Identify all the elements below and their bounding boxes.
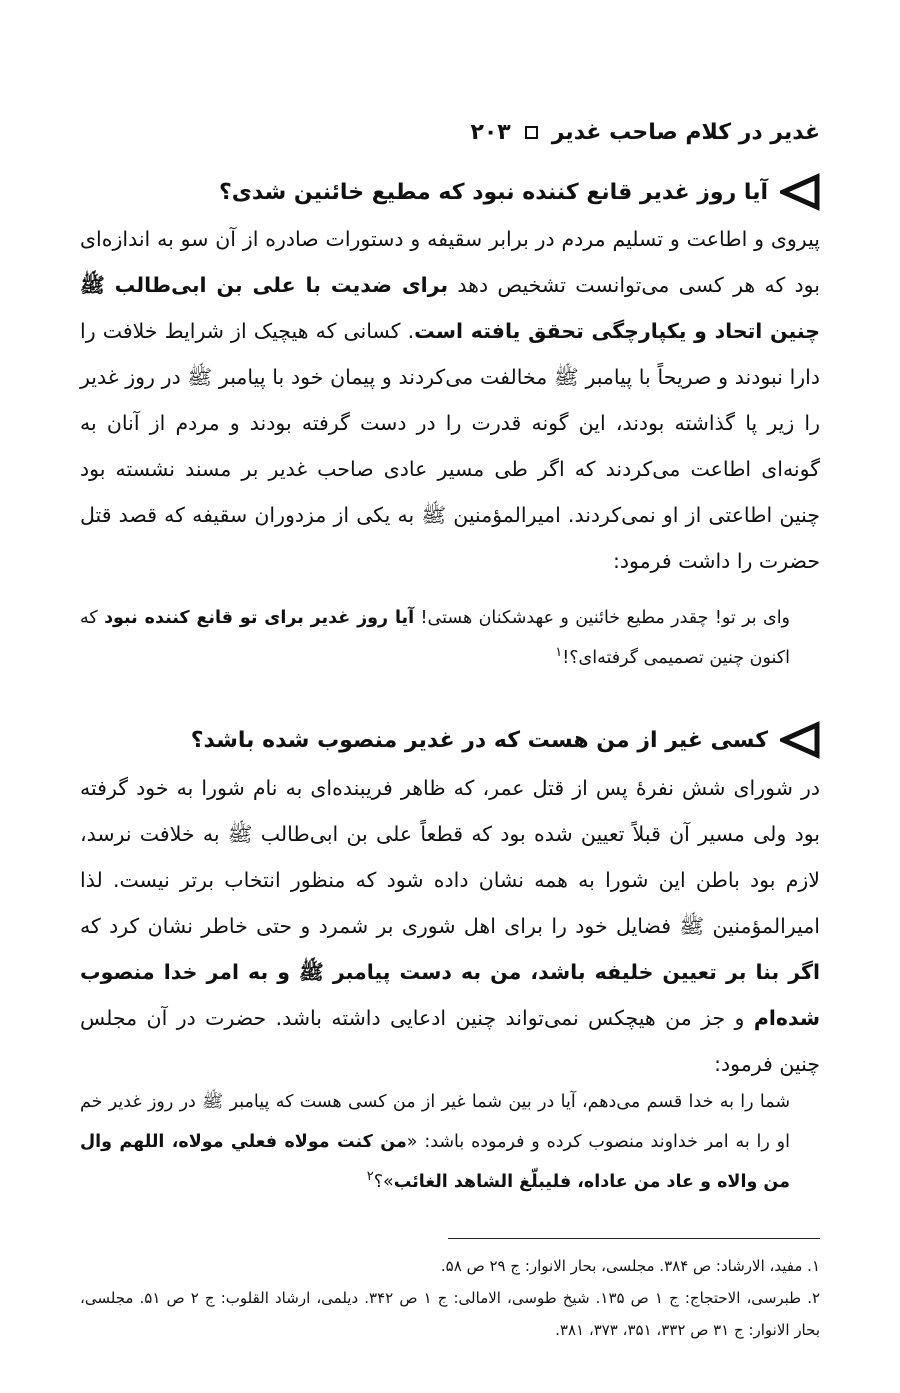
- section-1-quote: وای بر تو! چقدر مطیع خائنین و عهدشکنان هستی! آیا روز غدیر برای تو قانع کننده نبود که اکنون چنین تصمیمی گرفته‌ای؟!$^۱$: [80, 608, 791, 668]
- triangle-bullet-icon: [780, 172, 820, 212]
- square-separator-icon: [525, 126, 538, 139]
- footnote-divider: [448, 1238, 820, 1239]
- quote-emphasis: من کنت مولاه فعلي مولاه، اللهم وال من والاه و عاد من عاداه، فليبلّغ الشاهد الغائب: [80, 1132, 790, 1192]
- section-2-quote: شما را به خدا قسم می‌دهم، آیا در بین شما غیر از من کسی هست که پیامبر ﷺ در روز غدیر خم او را به امر خداوند منصوب کرده و فرموده باشد: «من کنت مولاه فعلي مولاه، اللهم وال من والاه و عاد من عاداه، فليبلّغ الشاهد الغائب»؟$^۲$: [80, 1092, 790, 1192]
- section-title-2-text: کسی غیر از من هست که در غدیر منصوب شده باشد؟: [190, 727, 768, 753]
- quote-emphasis: آیا روز غدیر برای تو قانع کننده نبود: [104, 608, 415, 628]
- section-2-paragraph: در شورای شش نفرهٔ پس از قتل عمر، که ظاهر فریبنده‌ای به نام شورا به خود گرفته بود ولی مسیر آن قبلاً تعیین شده بود که قطعاً علی بن ابی‌طالب ﷺ به خلافت نرسد، لازم بود باطن این شورا به همه نشان داده شود که منظور انتخاب برتر نیست. لذا امیرالمؤمنین ﷺ فضایل خود را برای اهل شوری بر شمرد و حتی خاطر نشان کرد که اگر بنا بر تعیین خلیفه باشد، من به دست پیامبر ﷺ و به امر خدا منصوب شده‌ام و جز من هیچکس نمی‌تواند چنین ادعایی داشته باشد. حضرت در آن مجلس چنین فرمود:: [80, 776, 820, 1076]
- header-title: غدیر در کلام صاحب غدیر: [551, 119, 820, 145]
- footnote-2: ۲. طبرسی، الاحتجاج: ج ۱ ص ۱۳۵. شیخ طوسی، الامالی: ج ۱ ص ۳۴۲. دیلمی، ارشاد القلوب: ج ۲ ص ۵۱. مجلسی، بحار الانوار: ج ۳۱ ص ۳۳۲، ۳۵۱، ۳۷۳، ۳۸۱.: [80, 1289, 821, 1339]
- footnote-ref-1[interactable]: ۱: [555, 645, 563, 661]
- section-title-1: [80, 172, 820, 212]
- footnote-ref-2[interactable]: ۲: [366, 1169, 374, 1185]
- triangle-bullet-icon: [780, 720, 820, 760]
- section-1-paragraph: پیروی و اطاعت و تسلیم مردم در برابر سقیفه و دستورات صادره از آن سو به اندازه‌ای بود که هر کسی می‌توانست تشخیص دهد برای ضدیت با علی بن ابی‌طالب ﷺ چنین اتحاد و یکپارچگی تحقق یافته است. کسانی که هیچیک از شرایط خلافت را دارا نبودند و صریحاً با پیامبر ﷺ مخالفت می‌کردند و پیمان خود با پیامبر ﷺ در روز غدیر را زیر پا گذاشته بودند، این گونه قدرت را در دست گرفته بودند و مردم از آنان به گونه‌ای اطاعت می‌کردند که اگر طی مسیر عادی صاحب غدیر بر مسند نشسته بود چنین اطاعتی از او نمی‌کردند. امیرالمؤمنین ﷺ به یکی از مزدوران سقیفه که قصد قتل حضرت را داشت فرمود:: [80, 227, 820, 573]
- emphasis: برای ضدیت با علی بن ابی‌طالب ﷺ چنین اتحاد و یکپارچگی تحقق یافته است: [80, 273, 820, 343]
- page-number: ۲۰۳: [470, 119, 511, 145]
- section-title-1-text: آیا روز غدیر قانع کننده نبود که مطیع خائنین شدی؟: [218, 179, 768, 205]
- emphasis: اگر بنا بر تعیین خلیفه باشد، من به دست پیامبر ﷺ و به امر خدا منصوب شده‌ام: [80, 960, 820, 1030]
- footnote-1: ۱. مفید، الارشاد: ص ۳۸۴. مجلسی، بحار الانوار: ج ۲۹ ص ۵۸.: [440, 1257, 820, 1275]
- section-title-2: [80, 720, 820, 760]
- running-header: [80, 112, 820, 152]
- footnotes: [80, 1250, 820, 1346]
